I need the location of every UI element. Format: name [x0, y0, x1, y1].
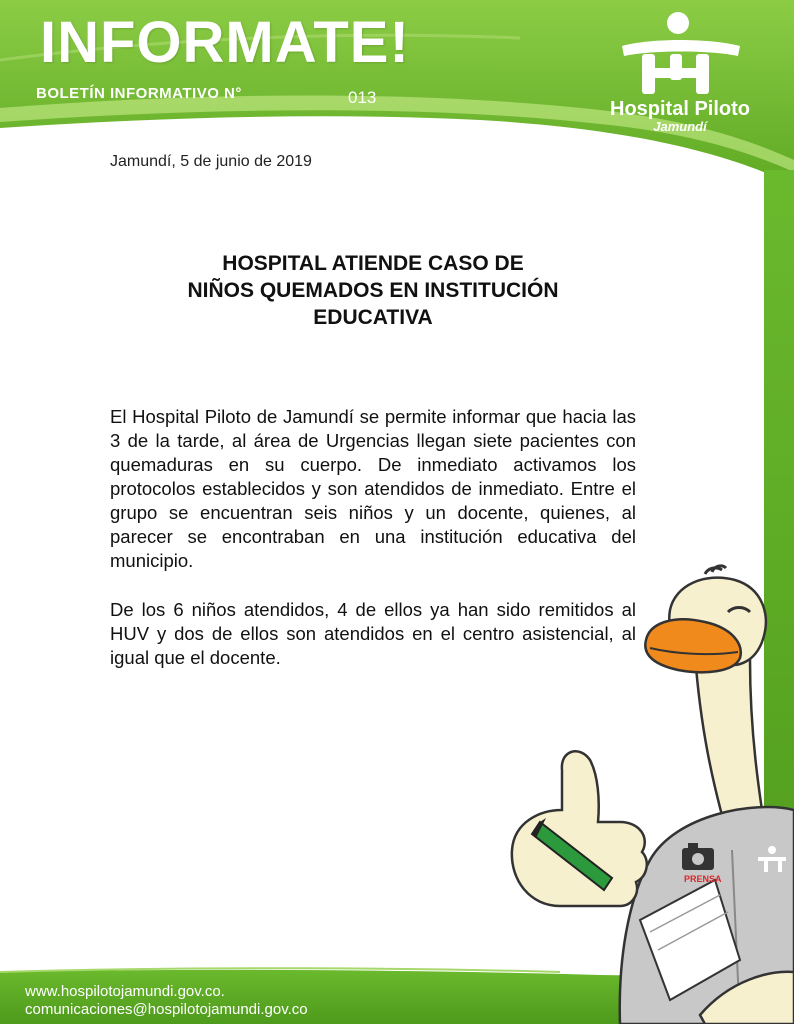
bulletin-number: 013	[348, 88, 377, 107]
headline-line-3: EDUCATIVA	[313, 306, 433, 329]
vest-label: PRENSA	[684, 874, 722, 884]
duck-mascot-icon	[500, 560, 794, 1024]
headline-line-1: HOSPITAL ATIENDE CASO DE	[222, 252, 524, 275]
body-paragraph-2: De los 6 niños atendidos, 4 de ellos ya han sido remitidos al HUV y dos de ellos son atendidos en el centro asistencial, al igual que el docente.	[110, 599, 636, 668]
bulletin-date: Jamundí, 5 de junio de 2019	[110, 153, 312, 170]
body-paragraph-1: El Hospital Piloto de Jamundí se permite informar que hacia las 3 de la tarde, al área de Urgencias llegan siete pacientes con quemaduras en su cuerpo. De inmediato activamos los protocolos establecidos y son atendidos de inmediato. Entre el grupo se encuentran seis niños y un docente, quienes, al parecer se encontraban en una institución educativa del municipio.	[110, 406, 636, 571]
footer-website[interactable]: www.hospilotojamundi.gov.co.	[25, 983, 225, 1000]
header-title: INFORMATE!	[40, 10, 410, 75]
logo-city: Jamundí	[653, 119, 707, 134]
bulletin-label: BOLETÍN INFORMATIVO N°	[36, 85, 242, 102]
headline-line-2: NIÑOS QUEMADOS EN INSTITUCIÓN	[187, 279, 559, 302]
footer-email[interactable]: comunicaciones@hospilotojamundi.gov.co	[25, 1001, 308, 1018]
logo-name: Hospital Piloto	[610, 98, 750, 120]
headline	[110, 250, 636, 331]
